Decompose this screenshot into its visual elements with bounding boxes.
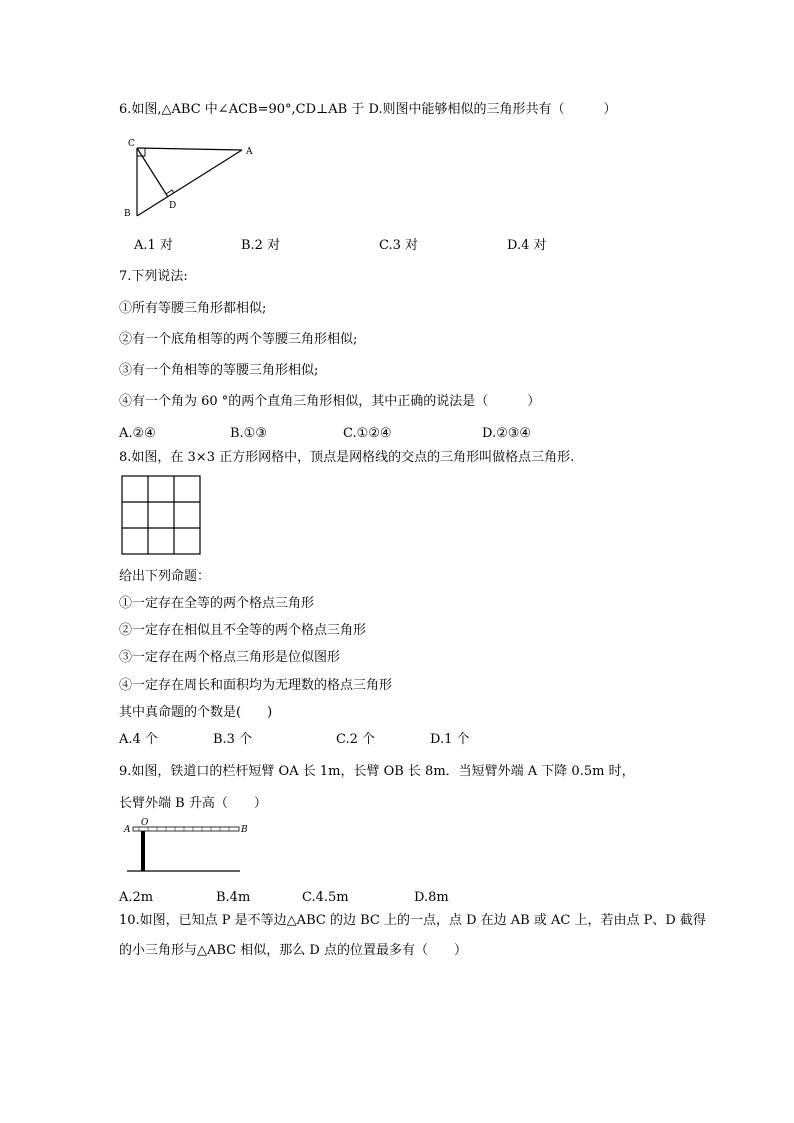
- q8-item-4: ④一定存在周长和面积均为无理数的格点三角形: [119, 678, 393, 693]
- q9-option-d[interactable]: D.8m: [414, 890, 449, 905]
- q6-option-d[interactable]: D.4 对: [507, 238, 547, 253]
- q6-label-a: A: [246, 147, 253, 157]
- q9-stem-line-2: 长臂外端 B 升高（ ）: [119, 796, 267, 811]
- q7-item-1: ①所有等腰三角形都相似;: [119, 301, 267, 316]
- q6-triangle-figure: [120, 132, 265, 222]
- q7-option-a[interactable]: A.②④: [119, 426, 156, 441]
- q8-item-3: ③一定存在两个格点三角形是位似图形: [119, 650, 341, 665]
- q9-label-o: O: [141, 818, 149, 828]
- q8-option-c[interactable]: C.2 个: [336, 732, 376, 747]
- q7-option-d[interactable]: D.②③④: [482, 426, 532, 441]
- q6-label-d: D: [169, 201, 177, 211]
- q10-stem-line-2: 的小三角形与△ABC 相似，那么 D 点的位置最多有（ ）: [119, 943, 467, 958]
- q7-item-2: ②有一个底角相等的两个等腰三角形相似;: [119, 332, 358, 347]
- q9-stem-line-1: 9.如图，铁道口的栏杆短臂 OA 长 1m，长臂 OB 长 8m．当短臂外端 A 下降 0.5m 时，: [119, 764, 635, 779]
- q7-item-3: ③有一个角相等的等腰三角形相似;: [119, 363, 319, 378]
- q8-item-1: ①一定存在全等的两个格点三角形: [119, 596, 315, 611]
- q7-stem: 7.下列说法:: [119, 269, 188, 284]
- q6-option-c[interactable]: C.3 对: [379, 238, 419, 253]
- q6-option-b[interactable]: B.2 对: [241, 238, 281, 253]
- q9-option-c[interactable]: C.4.5m: [302, 890, 349, 905]
- q8-stem: 8.如图，在 3×3 正方形网格中，顶点是网格线的交点的三角形叫做格点三角形.: [119, 450, 575, 465]
- q9-option-b[interactable]: B.4m: [216, 890, 251, 905]
- q7-option-c[interactable]: C.①②④: [343, 426, 392, 441]
- q8-option-a[interactable]: A.4 个: [119, 732, 158, 747]
- q7-option-b[interactable]: B.①③: [230, 426, 267, 441]
- q8-option-b[interactable]: B.3 个: [213, 732, 253, 747]
- q9-label-b: B: [241, 825, 248, 835]
- q6-stem: 6.如图,△ABC 中∠ACB=90°,CD⊥AB 于 D.则图中能够相似的三角形共有（ ）: [119, 102, 617, 117]
- q8-question: 其中真命题的个数是( ): [119, 705, 273, 720]
- q9-option-a[interactable]: A.2m: [119, 890, 154, 905]
- q8-intro: 给出下列命题：: [119, 569, 211, 584]
- q9-railway-barrier-figure: [118, 818, 263, 876]
- q9-label-a: A: [124, 825, 131, 835]
- q7-item-4: ④有一个角为 60 °的两个直角三角形相似，其中正确的说法是（ ）: [119, 394, 541, 409]
- q8-grid-figure: [120, 474, 202, 556]
- q6-option-a[interactable]: A.1 对: [134, 238, 173, 253]
- q8-item-2: ②一定存在相似且不全等的两个格点三角形: [119, 623, 367, 638]
- q10-stem-line-1: 10.如图，已知点 P 是不等边△ABC 的边 BC 上的一点，点 D 在边 AB 或 AC 上，若由点 P、D 截得: [119, 913, 706, 928]
- q6-label-b: B: [124, 209, 131, 219]
- q8-option-d[interactable]: D.1 个: [430, 732, 470, 747]
- q6-label-c: C: [128, 139, 135, 149]
